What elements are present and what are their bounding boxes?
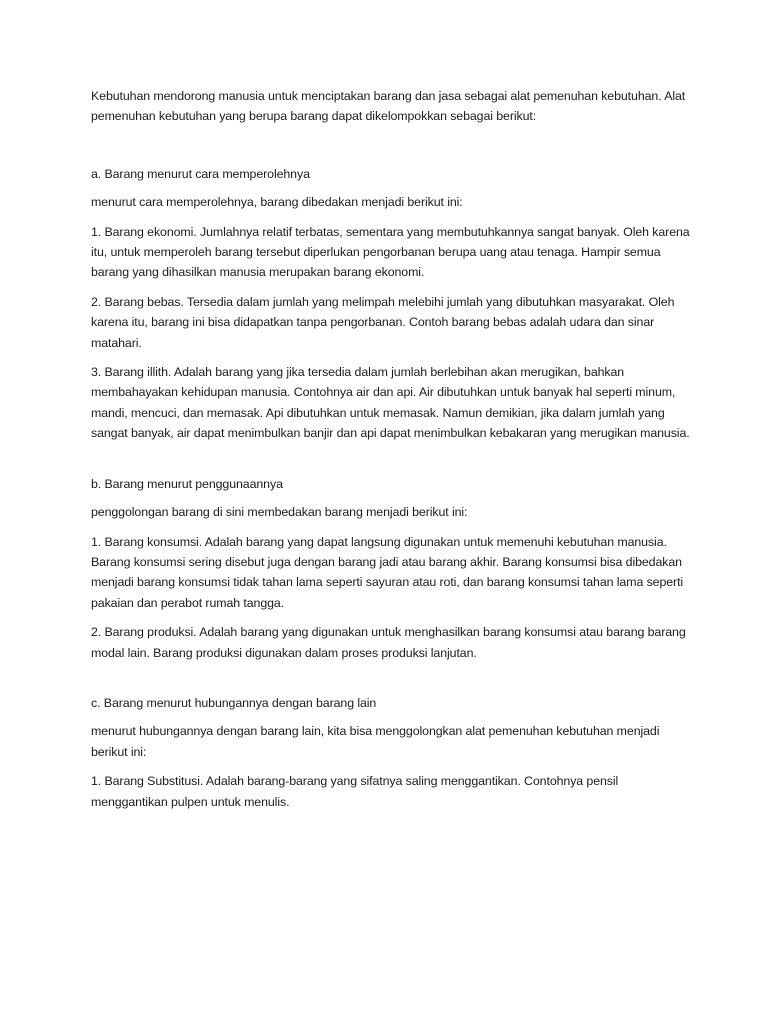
section-b-item-2: 2. Barang produksi. Adalah barang yang digunakan untuk menghasilkan barang konsumsi atau barang barang modal lain. Barang produksi digunakan dalam proses produksi lanjutan. [91,625,686,660]
section-c-heading: c. Barang menurut hubungannya dengan barang lain [91,695,377,710]
section-c-item-1: 1. Barang Substitusi. Adalah barang-barang yang sifatnya saling menggantikan. Contohnya pensil menggantikan pulpen untuk menulis. [91,774,619,809]
section-a-item-3: 3. Barang illith. Adalah barang yang jika tersedia dalam jumlah berlebihan akan merugikan, bahkan membahayakan kehidupan manusia. Contohnya air dan api. Air dibutuhkan untuk banyak hal seperti minum, mandi, mencuci, dan memasak. Api dibutuhkan untuk memasak. Namun demikian, jika dalam jumlah yang sangat banyak, air dapat menimbulkan banjir dan api dapat menimbulkan kebakaran yang merugikan manusia. [91,365,690,441]
document-page [91,86,691,821]
section-b-item-1: 1. Barang konsumsi. Adalah barang yang dapat langsung digunakan untuk memenuhi kebutuhan manusia. Barang konsumsi sering disebut juga dengan barang jadi atau barang akhir. Barang konsumsi bisa dibedakan menjadi barang konsumsi tidak tahan lama seperti sayuran atau roti, dan barang konsumsi tahan lama seperti pakaian dan perabot rumah tangga. [91,534,684,610]
section-c-lead: menurut hubungannya dengan barang lain, kita bisa menggolongkan alat pemenuhan kebutuhan menjadi berikut ini: [91,724,660,759]
section-a-item-1: 1. Barang ekonomi. Jumlahnya relatif terbatas, sementara yang membutuhkannya sangat banyak. Oleh karena itu, untuk memperoleh barang tersebut diperlukan pengorbanan berupa uang atau tenaga. Hampir semua barang yang dihasilkan manusia merupakan barang ekonomi. [91,224,690,280]
intro-paragraph: Kebutuhan mendorong manusia untuk menciptakan barang dan jasa sebagai alat pemenuhan kebutuhan. Alat pemenuhan kebutuhan yang berupa barang dapat dikelompokkan sebagai berikut: [91,89,686,124]
section-a-heading: a. Barang menurut cara memperolehnya [91,166,310,181]
section-a-lead: menurut cara memperolehnya, barang dibedakan menjadi berikut ini: [91,195,463,210]
section-b-lead: penggolongan barang di sini membedakan barang menjadi berikut ini: [91,505,468,520]
section-b-heading: b. Barang menurut penggunaannya [91,476,283,491]
section-a-item-2: 2. Barang bebas. Tersedia dalam jumlah yang melimpah melebihi jumlah yang dibutuhkan masyarakat. Oleh karena itu, barang ini bisa didapatkan tanpa pengorbanan. Contoh barang bebas adalah udara dan sinar matahari. [91,294,675,350]
